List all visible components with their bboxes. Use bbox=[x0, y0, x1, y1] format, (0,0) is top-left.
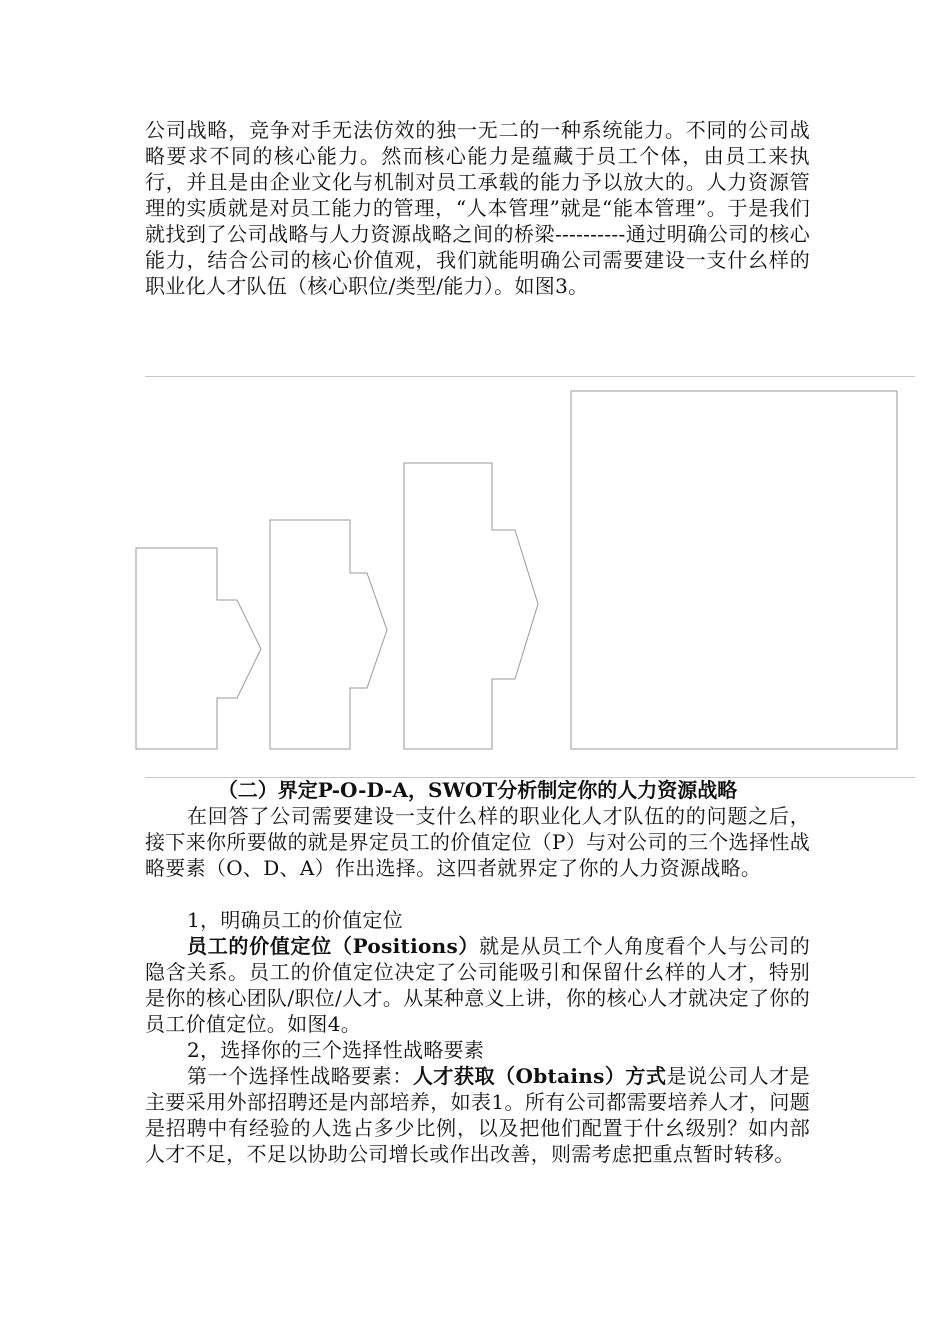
item2-lead: 第一个选择性战略要素： bbox=[187, 1064, 413, 1088]
target-box bbox=[571, 391, 897, 749]
para-after-heading: 在回答了公司需要建设一支什么样的职业化人才队伍的的问题之后，接下来你所要做的就是界定员工的价值定位（P）与对公司的三个选择性战略要素（O、D、A）作出选择。这四者就界定了你的人力资源战略。 bbox=[145, 804, 810, 880]
step-arrow-3 bbox=[404, 463, 538, 749]
item2-paragraph bbox=[145, 1063, 810, 1167]
item1-bold-term: 员工的价值定位（Positions） bbox=[187, 934, 480, 958]
item1-text: 就是从员工个人角度看个人与公司的隐含关系。员工的价值定位决定了公司能吸引和保留什幺样的人才，特别是你的核心团队/职位/人才。从某种意义上讲，你的核心人才就决定了你的员工价值定位。如图4。 bbox=[145, 934, 810, 1036]
step-arrow-1 bbox=[136, 548, 261, 749]
item1-paragraph bbox=[145, 933, 810, 1037]
item2-title: 2，选择你的三个选择性战略要素 bbox=[187, 1038, 485, 1062]
item2-bold-term: 人才获取（Obtains）方式 bbox=[412, 1064, 667, 1088]
item1-title: 1，明确员工的价值定位 bbox=[187, 908, 404, 932]
item2-text: 是说公司人才是主要采用外部招聘还是内部培养，如表1。所有公司都需要培养人才，问题是招聘中有经验的人选占多少比例，以及把他们配置于什幺级别？如内部人才不足，不足以协助公司增长或作出改善，则需考虑把重点暂时转移。 bbox=[145, 1064, 810, 1166]
step-arrow-2 bbox=[270, 520, 387, 749]
section-heading: （二）界定P-O-D-A，SWOT分析制定你的人力资源战略 bbox=[217, 778, 738, 802]
intro-paragraph: 公司战略，竞争对手无法仿效的独一无二的一种系统能力。不同的公司战略要求不同的核心能力。然而核心能力是蕴藏于员工个体，由员工来执行，并且是由企业文化与机制对员工承载的能力予以放大的。人力资源管理的实质就是对员工能力的管理，“人本管理”就是“能本管理”。于是我们就找到了公司战略与人力资源战略之间的桥梁----------通过明确公司的核心能力，结合公司的核心价值观，我们就能明确公司需要建设一支什幺样的职业化人才队伍（核心职位/类型/能力）。如图3。 bbox=[145, 118, 810, 298]
